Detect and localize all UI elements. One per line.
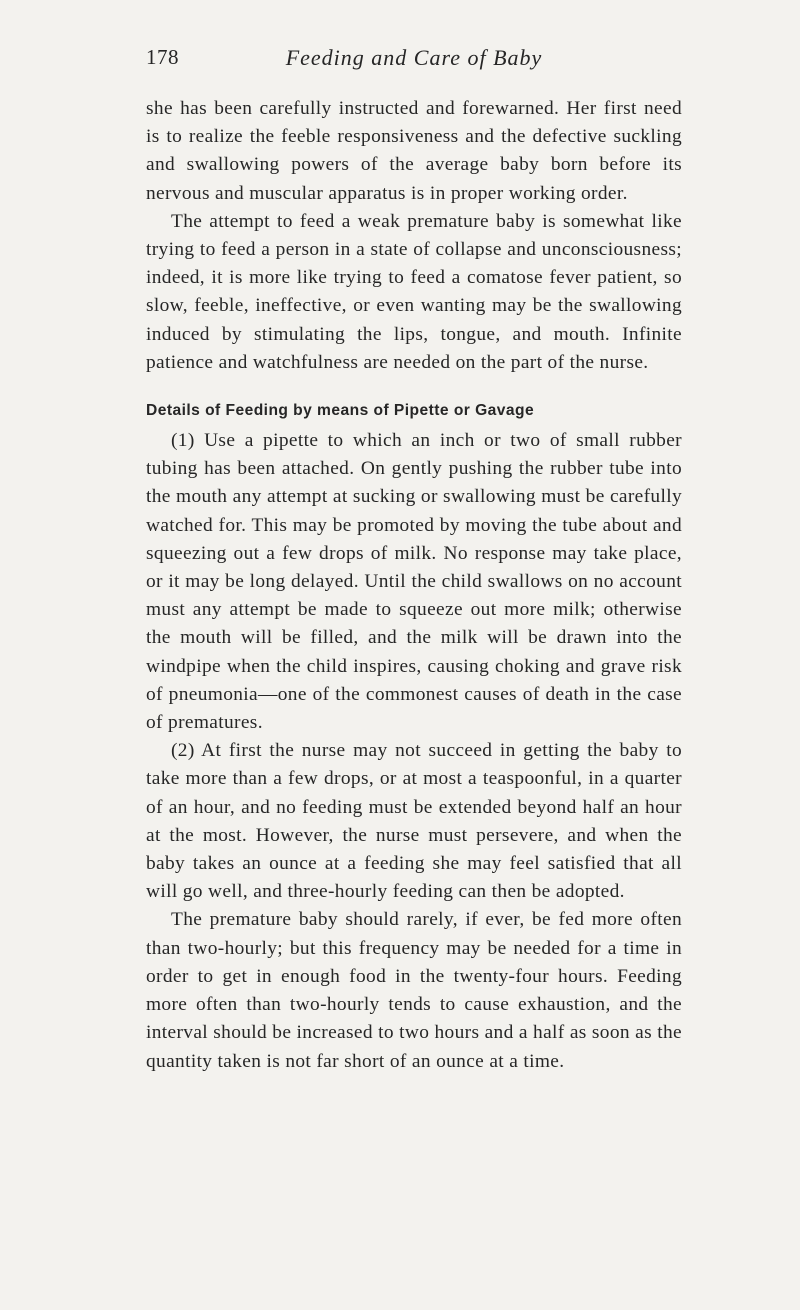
section-heading: Details of Feeding by means of Pipette or Gavage [146, 402, 535, 420]
paragraph: (2) At first the nurse may not succeed in getting the baby to take more than a few drops, or at most a teaspoonful, in a quarter of an hour, and no feeding must be extended beyond half an hour at the most. However, the nurse must persevere, and when the baby takes an ounce at a feeding she may feel satisfied that all will go well, and three-hourly feeding can then be adopted. [146, 740, 682, 903]
page-body [146, 95, 682, 1076]
paragraph: The premature baby should rarely, if ever, be fed more often than two-hourly; but this frequency may be needed for a time in order to get in enough food in the twenty-four hours. Feeding more often than two-hourly tends to cause exhaustion, and the interval should be increased to two hours and a half as soon as the quantity taken is not far short of an ounce at a time. [146, 909, 682, 1072]
page-number: 178 [146, 45, 179, 69]
running-title: Feeding and Care of Baby [285, 45, 543, 70]
page-header [146, 45, 682, 77]
paragraph: (1) Use a pipette to which an inch or two of small rubber tubing has been attached. On gently pushing the rubber tube into the mouth any attempt at sucking or swallowing must be carefully watched for. This may be promoted by moving the tube about and squeezing out a few drops of milk. No response may take place, or it may be long delayed. Until the child swallows on no account must any attempt be made to squeeze out more milk; otherwise the mouth will be filled, and the milk will be drawn into the windpipe when the child inspires, causing choking and grave risk of pneumonia—one of the commonest causes of death in the case of prematures. [146, 430, 682, 734]
paragraph: The attempt to feed a weak premature baby is somewhat like trying to feed a person in a state of collapse and unconsciousness; indeed, it is more like trying to feed a comatose fever patient, so slow, feeble, ineffective, or even wanting may be the swallowing induced by stimulating the lips, tongue, and mouth. Infinite patience and watchfulness are needed on the part of the nurse. [146, 210, 682, 373]
paragraph: she has been carefully instructed and forewarned. Her first need is to realize the feeble responsiveness and the defective suckling and swallowing powers of the average baby born before its nervous and muscular apparatus is in proper working order. [146, 98, 682, 204]
